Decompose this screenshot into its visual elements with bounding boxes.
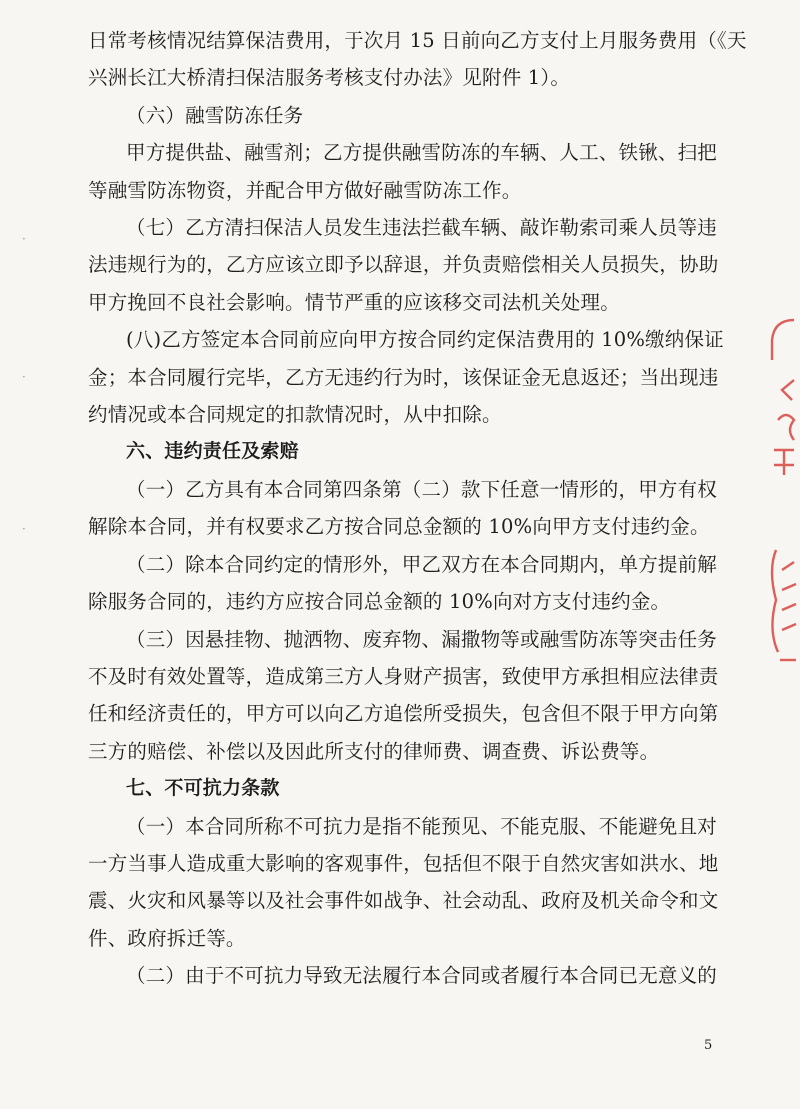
paragraph-line: 件、政府拆迁等。: [88, 926, 246, 950]
paragraph-line: （二）由于不可抗力导致无法履行本合同或者履行本合同已无意义的: [126, 964, 718, 988]
paragraph-line: 震、火灾和风暴等以及社会事件如战争、社会动乱、政府及机关命令和文: [88, 889, 719, 913]
scan-speck-mark: ·: [22, 232, 26, 246]
paragraph-line: （七）乙方清扫保洁人员发生违法拦截车辆、敲诈勒索司乘人员等违: [126, 216, 718, 240]
paragraph-line: 甲方挽回不良社会影响。情节严重的应该移交司法机关处理。: [88, 290, 620, 314]
section-heading: 七、不可抗力条款: [126, 777, 280, 800]
paragraph-line: (八)乙方签定本合同前应向甲方按合同约定保洁费用的 10%缴纳保证: [126, 328, 724, 352]
scan-speck-mark: ·: [22, 522, 26, 536]
paragraph-line: 法违规行为的，乙方应该立即予以辞退，并负责赔偿相关人员损失，协助: [88, 253, 719, 277]
paragraph-line: 不及时有效处置等，造成第三方人身财产损害，致使甲方承担相应法律责: [88, 664, 719, 688]
paragraph-line: 日常考核情况结算保洁费用，于次月 15 日前向乙方支付上月服务费用（《天: [88, 29, 747, 52]
red-seal-edge-icon: [764, 300, 800, 700]
paragraph-line: 任和经济责任的，甲方可以向乙方追偿所受损失，包含但不限于甲方向第: [88, 702, 719, 726]
paragraph-line: （一）乙方具有本合同第四条第（二）款下任意一情形的，甲方有权: [126, 477, 718, 501]
section-heading: 六、违约责任及索赔: [126, 440, 299, 463]
paragraph-line: （三）因悬挂物、抛洒物、废弃物、漏撒物等或融雪防冻等突击任务: [126, 627, 718, 651]
body-text: [88, 22, 747, 995]
paragraph-line: 约情况或本合同规定的扣款情况时，从中扣除。: [88, 403, 502, 427]
paragraph-line: （二）除本合同约定的情形外，甲乙双方在本合同期内，单方提前解: [126, 552, 718, 576]
paragraph-line: 甲方提供盐、融雪剂；乙方提供融雪防冻的车辆、人工、铁锹、扫把: [126, 141, 718, 165]
paragraph-line: 三方的赔偿、补偿以及因此所支付的律师费、调查费、诉讼费等。: [88, 739, 660, 763]
paragraph-line: 一方当事人造成重大影响的客观事件，包括但不限于自然灾害如洪水、地: [88, 851, 719, 875]
paragraph-line: 除服务合同的，违约方应按合同总金额的 10%向对方支付违约金。: [88, 590, 671, 614]
paragraph-line: 解除本合同，并有权要求乙方按合同总金额的 10%向甲方支付违约金。: [88, 515, 710, 539]
paragraph-line: 兴洲长江大桥清扫保洁服务考核支付办法》见附件 1）。: [88, 66, 571, 90]
paragraph-line: 等融雪防冻物资，并配合甲方做好融雪防冻工作。: [88, 178, 522, 202]
paragraph-line: （一）本合同所称不可抗力是指不能预见、不能克服、不能避免且对: [126, 814, 718, 838]
scan-speck-mark: ·: [22, 370, 26, 384]
page-number: 5: [704, 1038, 713, 1053]
subsection-heading: （六）融雪防冻任务: [126, 103, 304, 127]
paragraph-line: 金；本合同履行完毕，乙方无违约行为时，该保证金无息返还；当出现违: [88, 365, 719, 389]
seal-shape: [764, 300, 800, 700]
